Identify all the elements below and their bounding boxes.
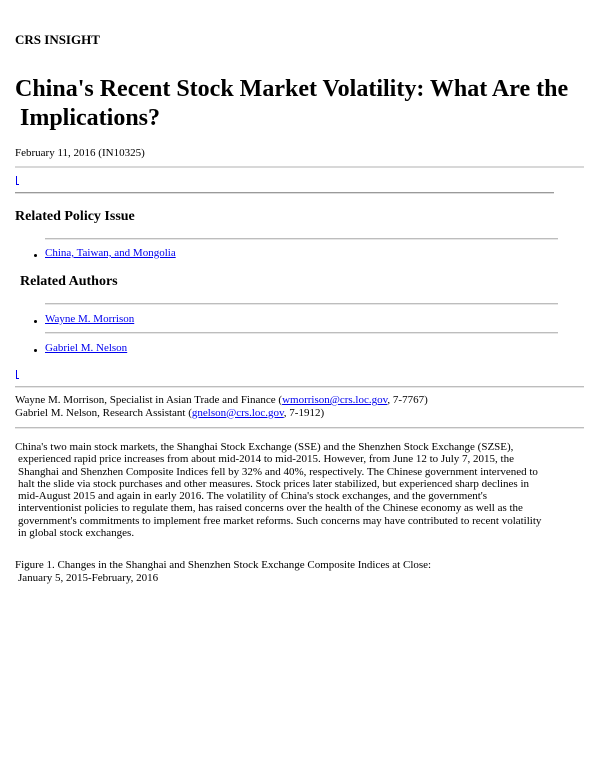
divider (45, 303, 558, 305)
email-link-wmorrison[interactable]: wmorrison@crs.loc.gov (282, 394, 388, 406)
divider (15, 192, 554, 194)
author-link-gabriel-nelson[interactable]: Gabriel M. Nelson (45, 342, 128, 354)
page-title (15, 75, 590, 133)
anchor-link-icon[interactable] (16, 370, 19, 379)
author-link-wayne-morrison[interactable]: Wayne M. Morrison (45, 313, 135, 325)
body-paragraph: China's two main stock markets, the Shanghai Stock Exchange (SSE) and the Shenzhen Stock Exchange (SZSE), experienced rapid price increases from about mid-2014 to mid-2015. However, from June 12 to July 7, 2015, the Shanghai and Shenzhen Composite Indices fell by 32% and 40%, respectively. The Chinese government intervened to halt the slide via stock purchases and other measures. Stock prices later stabilized, but experienced sharp declines in mid-August 2015 and again in early 2016. The volatility of China's stock exchanges, and the government's interventionist policies to regulate them, has raised concerns over the health of the Chinese economy as well as the government's commitments to implement free market reforms. Such concerns may have contributed to recent volatility in global stock exchanges. (15, 441, 542, 540)
bullet-icon (34, 320, 37, 323)
contact-line: Wayne M. Morrison, Specialist in Asian Trade and Finance (wmorrison@crs.loc.gov, 7-7767) (15, 394, 428, 406)
anchor-link-icon[interactable] (16, 176, 19, 185)
title-line-1: China's Recent Stock Market Volatility: What Are the (15, 76, 569, 102)
publication-date: February 11, 2016 (IN10325) (15, 147, 145, 159)
email-link-gnelson[interactable]: gnelson@crs.loc.gov (191, 406, 284, 419)
divider (45, 238, 558, 240)
divider (15, 427, 584, 429)
bullet-icon (34, 349, 37, 352)
title-line-2: Implications? (20, 105, 161, 131)
divider (45, 332, 558, 334)
figure-caption: Figure 1. Changes in the Shanghai and Shenzhen Stock Exchange Composite Indices at Close: January 5, 2015-February, 2016 (15, 559, 432, 584)
policy-link-china-taiwan-mongolia[interactable]: China, Taiwan, and Mongolia (45, 247, 176, 259)
bullet-icon (34, 254, 37, 257)
crs-insight-label: CRS INSIGHT (15, 32, 100, 47)
divider (15, 166, 584, 168)
contact-line: Gabriel M. Nelson, Research Assistant (gnelson@crs.loc.gov, 7-1912) (15, 406, 325, 419)
related-policy-heading: Related Policy Issue (15, 209, 135, 224)
related-authors-heading: Related Authors (20, 274, 118, 289)
author-contacts (15, 394, 428, 419)
divider (15, 386, 584, 388)
